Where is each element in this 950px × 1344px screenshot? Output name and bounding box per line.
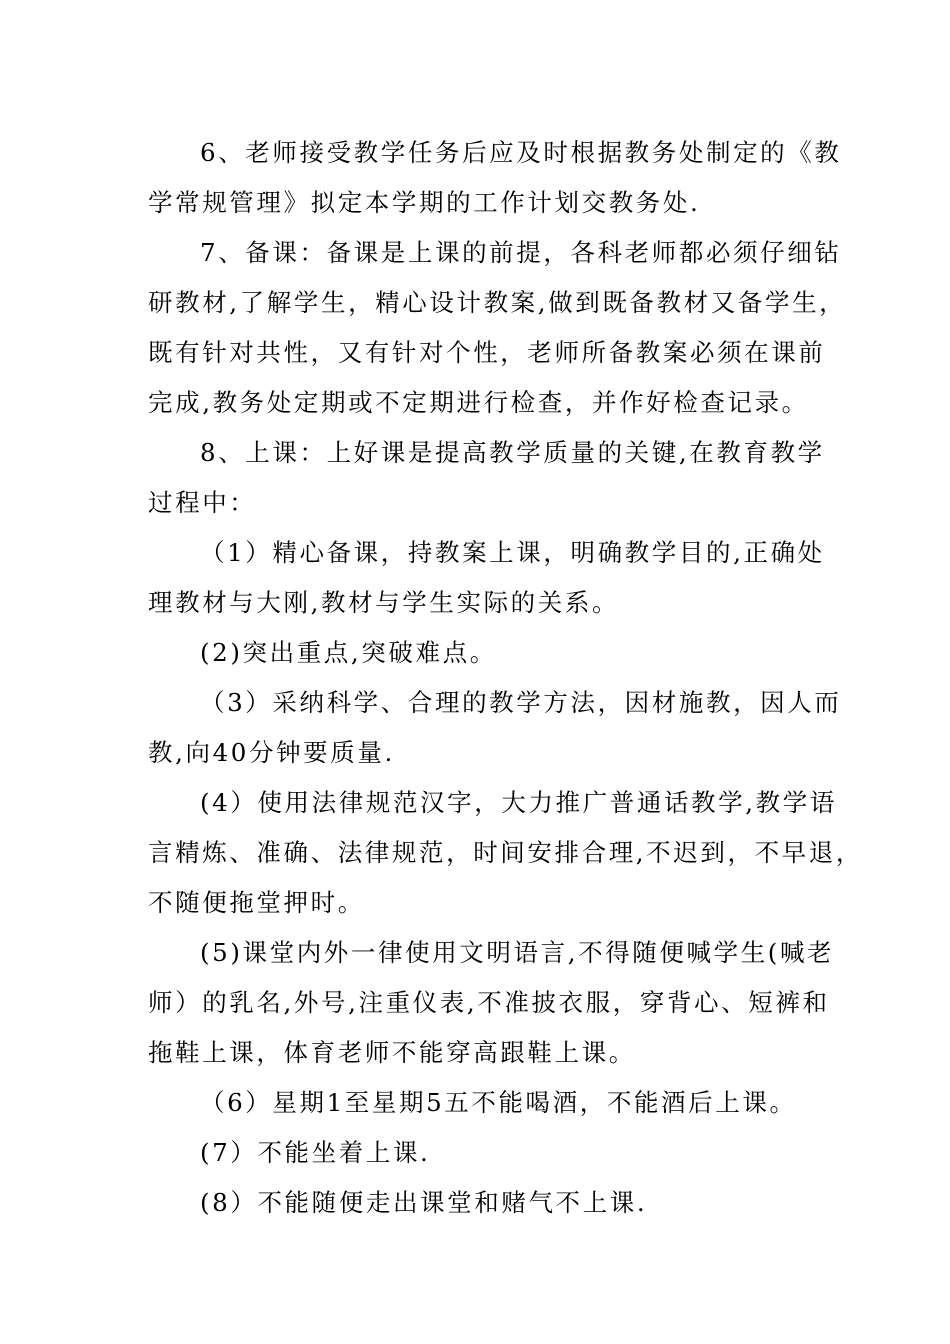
item-5-line-3: 拖鞋上课，体育老师不能穿高跟鞋上课。: [148, 1038, 636, 1067]
paragraph-6-line-1: 6、老师接受教学任务后应及时根据教务处制定的《教: [200, 138, 842, 167]
item-7-line-1: (7）不能坐着上课.: [200, 1138, 431, 1167]
paragraph-7-line-4: 完成,教务处定期或不定期进行检查，并作好检查记录。: [148, 388, 809, 417]
paragraph-7-line-3: 既有针对共性，又有针对个性，老师所备教案必须在课前: [148, 338, 826, 367]
item-4-line-1: (4）使用法律规范汉字，大力推广普通话教学,教学语: [200, 788, 837, 817]
item-4-line-2: 言精炼、准确、法律规范，时间安排合理,不迟到，不早退，: [148, 838, 863, 867]
paragraph-7-line-2: 研教材,了解学生，精心设计教案,做到既备教材又备学生，: [148, 288, 847, 317]
item-5-line-1: (5)课堂内外一律使用文明语言,不得随便喊学生(喊老: [200, 938, 835, 967]
item-1-line-1: （1）精心备课，持教案上课，明确教学目的,正确处: [200, 538, 825, 567]
paragraph-8-line-2: 过程中：: [148, 488, 257, 517]
item-5-line-2: 师）的乳名,外号,注重仪表,不准披衣服，穿背心、短裤和: [148, 988, 830, 1017]
paragraph-7-line-1: 7、备课：备课是上课的前提，各科老师都必须仔细钻: [200, 238, 842, 267]
paragraph-6-line-2: 学常规管理》拟定本学期的工作计划交教务处.: [148, 188, 701, 217]
item-3-line-1: （3）采纳科学、合理的教学方法，因材施教，因人而: [200, 688, 842, 717]
item-1-line-2: 理教材与大刚,教材与学生实际的关系。: [148, 588, 620, 617]
paragraph-8-line-1: 8、上课：上好课是提高教学质量的关键,在教育教学: [200, 438, 825, 467]
item-8-line-1: (8）不能随便走出课堂和赌气不上课.: [200, 1188, 648, 1217]
item-6-line-1: （6）星期1至星期5五不能喝酒，不能酒后上课。: [200, 1088, 797, 1117]
item-4-line-3: 不随便拖堂押时。: [148, 888, 365, 917]
item-3-line-2: 教,向40分钟要质量.: [148, 738, 395, 767]
item-2-line-1: (2)突出重点,突破难点。: [200, 638, 497, 667]
